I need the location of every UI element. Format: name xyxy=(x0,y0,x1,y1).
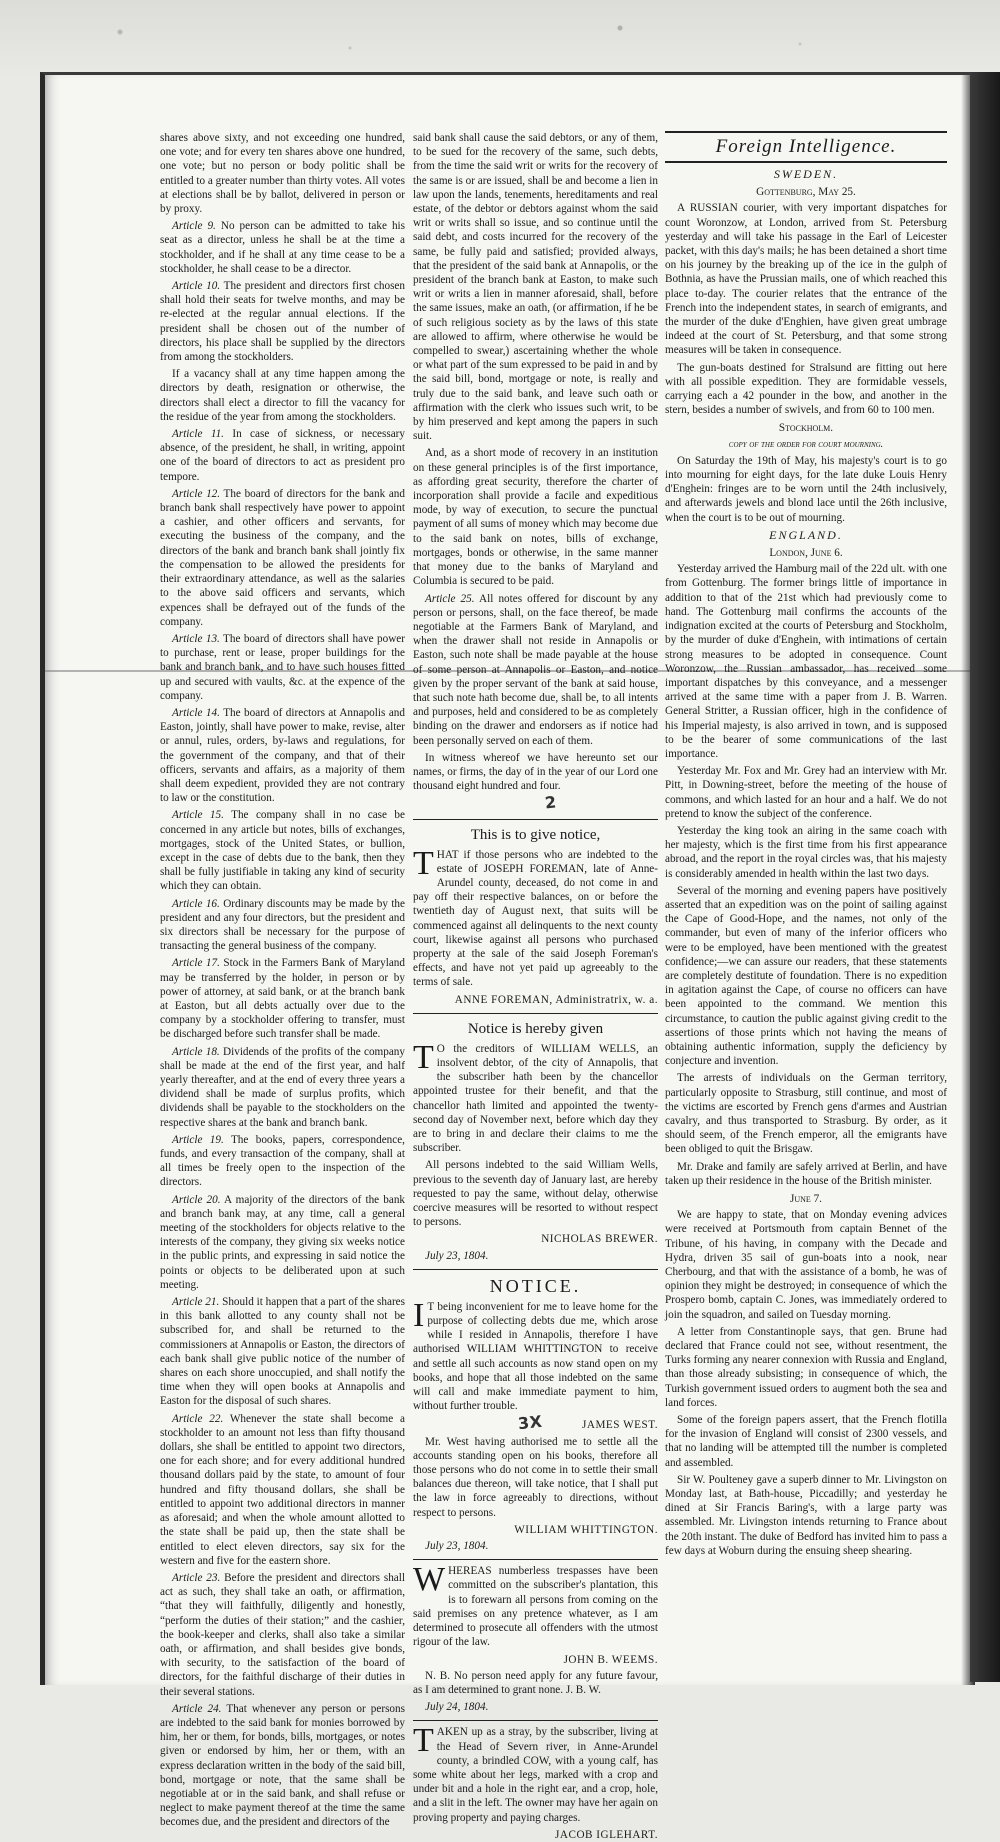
paragraph: The gun-boats destined for Stralsund are fitting out here with all possible expedition. They are formidable vessels, carrying each a 42 pounder in the bow, and another in the stern, besides a number of swivels, and from 60 to 100 men. xyxy=(665,361,947,417)
article-text: The books, papers, correspondence, funds, and every transaction of the company, shall at all times be freely open to the inspection of the directors. xyxy=(160,1133,405,1189)
notice-body: IT being inconvenient for me to leave home for the purpose of collecting debts due me, which arose while I resided in Annapolis, therefore I have authorised WILLIAM WHITTINGTON to receive and settle all such accounts as now stand open on my books, and hope that all those indebted on the same will call and make immediate payment to him, without further trouble. xyxy=(413,1296,658,1413)
column-notices xyxy=(413,131,658,1841)
paragraph: Several of the morning and evening papers have positively asserted that an expedition was on the point of sailing against the Cape of Good-Hope, and the names, not only of the commander, but even of many of the inferior officers who were to be employed, have been mentioned with the greatest confidence;—we can assure our readers, that these statements are completely destitute of foundation. There is no expedition in agitation against the Cape, of course no officers can have been appointed to the command. We mention this circumstance, to caution the public against giving credit to the assertions of those prints which not having the means of obtaining authentic information, supply the deficiency by conjecture and invention. xyxy=(665,884,947,1068)
article-20 xyxy=(160,1193,405,1292)
paragraph: And, as a short mode of recovery in an institution on these general principles is of the first importance, as affording great security, therefore the charter of incorporation shall provide a facile and expeditious mode, by way of execution, to secure the punctual payment of all sums of money which may become due to the said bank on notes, bills of exchange, mortgages, bonds or otherwise, in the same manner that money due to the banks of Maryland and Columbia is secured to be paid. xyxy=(413,447,658,588)
notice-body: All persons indebted to the said William Wells, previous to the seventh day of January last, are hereby requested to pay the same, without delay, otherwise coercive measures will be resorted to without respect to persons. xyxy=(413,1159,658,1229)
article-text: The president and directors first chosen shall hold their seats for twelve months, and may be re-elected at the regular annual elections. If the president shall be chosen out of the number of directors, his place shall be supplied by the directors from among the stockholders. xyxy=(160,280,405,364)
dateline: Stockholm. xyxy=(778,422,834,435)
article-label: Article 15. xyxy=(172,809,224,822)
article-10 xyxy=(160,279,405,364)
paragraph: Some of the foreign papers assert, that the French flotilla for the invasion of England will consist of 2300 vessels, and that no landing will be attempted till the number is completed and assembled. xyxy=(665,1414,947,1469)
notice-body: Mr. West having authorised me to settle all the accounts standing open on his books, therefore all those persons who do not come in to settle their small balances due thereon, will take notice, that I shall put the law in force agreeably to directions, without respect to persons. xyxy=(413,1435,658,1519)
article-22 xyxy=(160,1412,405,1568)
article-text: All notes offered for discount by any person or persons, shall, on the face thereof, be made negotiable at the Farmers Bank of Maryland, and when the drawer shall not reside in Annapolis or Easton, such note shall be made payable at the house of some person at Annapolis or Easton, and notice given by the proper servant of the bank at said house, that such note hath become due, shall be, to all intents and purposes, held and considered to be as completely binding on the drawer and endorsers as if notice had been personally served on each of them. xyxy=(413,592,658,747)
article-text: That whenever any person or persons are indebted to the said bank for monies borrowed by him, her or them, for bonds, bills, mortgages, or notes given or endorsed by him, her or them, with an express declaration written in the body of the said bill, bond, mortgage or note, that the same shall be negotiable at or in the said bank, and shall refuse or neglect to make payment thereof at the time the same becomes due, and the president and directors of the xyxy=(160,1702,405,1829)
notice-weems xyxy=(413,1559,658,1714)
article-text: The board of directors at Annapolis and Easton, jointly, shall have power to make, revise, alter or annul, rules, orders, by-laws and regulations, for the government of the company, and that of their officers, servants and affairs, as a majority of them shall deem expedient, provided they are not contrary to law or the constitution. xyxy=(160,706,405,805)
paragraph: Sir W. Poulteney gave a superb dinner to Mr. Livingston on Monday last, at Bath-house, Piccadilly; and yesterday he dined at Sir Francis Baring's, with a large party was assembled. Mr. Livingston intends returning to France about the 20th instant. The duke of Bedford has invited him to pass a few days at Woburn during the ensuing sheep shearing. xyxy=(665,1473,947,1557)
article-text: Dividends of the profits of the company shall be made at the end of the first year, and half yearly thereafter, and at the end of every three years a dividend shall be made of surplus profits, which dividends shall be payable to the stockholders on the respective shares at the bank and branch bank. xyxy=(160,1045,405,1129)
article-text: Should it happen that a part of the shares in this bank allotted to any county shall not be subscribed for, and shall be returned to the commissioners at Annapolis or Easton, the directors of each bank shall give public notice of the number of shares on each shore unoccupied, and shall notify the time when they will open books at Annapolis and Easton for the disposal of such shares. xyxy=(160,1296,406,1408)
paragraph: Yesterday the king took an airing in the same coach with her majesty, which is the first time from his first appearance abroad, and the report in the royal circles was, that his majesty is considerably amended in health within the last two days. xyxy=(665,824,947,880)
notice-body: TO the creditors of WILLIAM WELLS, an insolvent debtor, of the city of Annapolis, that the subscriber hath been by the chancellor appointed trustee for their benefit, and that the chancellor hath limited and appointed the twenty-second day of November next, before which day they are to bring in and declare their claims to me the subscriber. xyxy=(413,1038,658,1155)
notice-signature: WILLIAM WHITTINGTON. xyxy=(514,1523,658,1536)
article-text: The board of directors shall have power to purchase, rent or lease, proper buildings for the bank and branch bank, and to have such houses fitted up and secured with vaults, &c. at the expence of the company. xyxy=(160,632,405,702)
paragraph: If a vacancy shall at any time happen among the directors by death, resignation or otherwise, the directors shall elect a director to fill the vacancy for the residue of the year from among the stockholders. xyxy=(160,368,405,423)
newspaper-page xyxy=(40,72,975,1841)
dateline: June 7. xyxy=(790,1193,822,1206)
notice-date: July 23, 1804. xyxy=(425,1249,489,1262)
notice-title: NOTICE. xyxy=(489,1275,582,1296)
article-text: Whenever the state shall become a stockholder to an amount not less than fifty thousand dollars, she shall be entitled to appoint two directors, one for each shore; and for every additional hundred thousand dollars paid by the state, to amount of four hundred and fifty thousand dollars, she shall be entitled to appoint two additional directors in manner as aforesaid; and when the whole amount allotted to the state shall be paid up, then the state shall be entitled to elect eleven directors, say six for the western and five for the eastern shore. xyxy=(160,1412,405,1567)
article-17 xyxy=(160,956,405,1041)
notice-body: TAKEN up as a stray, by the subscriber, living at the Head of Severn river, in Anne-Arundel county, a brindled COW, with a young calf, has some white about her legs, marked with a crop and under bit and a hole in the right ear, and a crop, hole, and a slit in the left. The owner may have her again on proving property and paying charges. xyxy=(413,1722,658,1824)
article-label: Article 12. xyxy=(172,487,221,500)
article-text: Before the president and directors shall act as such, they shall take an oath, or affirmation, “that they will faithfully, diligently and honestly, “perform the duties of their station;” and the cashier, the book-keeper and clerks, shall also take a similar oath, or affirmation, and shall besides give bonds, with security, to the satisfaction of the board of directors, for the faithful discharge of their duties in their several stations. xyxy=(160,1571,405,1698)
article-text: Stock in the Farmers Bank of Maryland may be transferred by the holder, in person or by power of attorney, at said bank, or at the branch bank at Easton, but all debts actually over due to the company by a stockholder offering to transfer, must be discharged before such transfer shall be made. xyxy=(160,957,405,1041)
article-label: Article 10. xyxy=(172,280,221,293)
article-text: A majority of the directors of the bank and branch bank may, at any time, call a general meeting of the stockholders for objects relative to the interests of the company, they giving six weeks notice in the public prints, and expressing in said notice the points or objects to be deliberated upon at such meeting. xyxy=(160,1193,406,1291)
article-19 xyxy=(160,1133,405,1190)
country-heading: ENGLAND. xyxy=(769,527,843,542)
article-label: Article 22. xyxy=(172,1412,224,1425)
article-13 xyxy=(160,632,405,703)
article-text: The board of directors for the bank and branch bank shall respectively have power to appoint a cashier, and other officers and servants, for executing the business of the company, and the directors of the bank and branch bank shall jointly fix the compensation to be allowed the presidents for their extraordinary attendance, as well as the salaries to the above said officers and servants, which expences shall be defrayed out of the funds of the company. xyxy=(160,487,405,628)
article-label: Article 20. xyxy=(172,1193,221,1206)
notice-nb: N. B. No person need apply for any future favour, as I am determined to grant none. J. B. W. xyxy=(413,1669,658,1696)
article-16 xyxy=(160,897,405,954)
article-label: Article 18. xyxy=(172,1045,220,1058)
dateline: Gottenburg, May 25. xyxy=(756,186,856,199)
paragraph: Yesterday arrived the Hamburg mail of the 22d ult. with one from Gottenburg. The former brings little of importance in addition to that of the 21st which had previously come to hand. The Gottenburg mail confirms the accounts of the indignation excited at the courts of Petersburg and Stockholm, by the murder of duke d'Enghein, with intimations of certain strong measures to be adopted in consequence. Count Woronzow, the Russian ambassador, has received some important dispatches by this conveyance, and a messenger arrived at the same time with a paper from J. B. Warren. General Stritter, a Russian officer, high in the confidence of his Imperial majesty, is also arrived in town, and is supposed to be the bearer of some communications of the last importance. xyxy=(665,563,947,760)
article-25 xyxy=(413,592,658,748)
article-label: Article 25. xyxy=(425,592,475,605)
notice-west xyxy=(413,1269,658,1553)
article-label: Article 9. xyxy=(172,220,216,233)
notice-wells xyxy=(413,1013,658,1263)
article-label: Article 11. xyxy=(172,428,224,441)
scan-right-edge xyxy=(970,72,1000,1682)
article-24 xyxy=(160,1702,405,1830)
article-label: Article 24. xyxy=(172,1702,222,1715)
country-heading: SWEDEN. xyxy=(773,167,839,181)
paragraph: said bank shall cause the said debtors, or any of them, to be sued for the recovery of the same, such debts, from the time the said writ or writs for the recovery of the same is or are issued, shall be and become a lien in law upon the lands, tenements, hereditaments and real estate, of the debtor or debtors against whom the said writ or writs shall so issue, and so continue until the said debt, and costs incurred for the recovery of the same, be fully paid and satisfied; provided always, that the president of the said bank at Annapolis, or the president of the branch bank at Easton, to make such writ or writs a lien in manner aforesaid, shall, before the same issues, make an oath, (or affirmation, if he be of such religious society as by the laws of this state are allowed to affirm, where otherwise he would be compelled to swear,) ascertaining whether the whole or what part of the sum expressed to be paid in and by the said bill, bond, mortgage or note, is really and truly due to the said bank, and leave such oath or affirmation with the clerk who issues such writ, to be by him preserved and kept among the papers in such suit. xyxy=(413,132,658,443)
notice-date: July 24, 1804. xyxy=(425,1701,489,1714)
paragraph: The arrests of individuals on the German territory, particularly opposite to Strasburg, still continue, and most of the victims are escorted by French gens d'armes and Austrian cavalry, and thus transported to Strasburg. By order, as it should seem, of the French emperor, all the emigrants have been obliged to quit the Brisgaw. xyxy=(665,1072,947,1156)
notice-signature: 3X JAMES WEST. xyxy=(516,1412,658,1434)
article-label: Article 13. xyxy=(172,632,220,645)
notice-signature: ANNE FOREMAN, Administratrix, w. a. xyxy=(454,993,658,1006)
article-9 xyxy=(160,219,405,276)
notice-body: WHEREAS numberless trespasses have been committed on the subscriber's plantation, this is to forewarn all persons from coming on the said premises on any pretence whatever, as I am determined to prosecute all offenders with the utmost rigour of the law. xyxy=(413,1561,658,1649)
article-label: Article 16. xyxy=(172,897,220,910)
dateline: London, June 6. xyxy=(769,547,843,560)
paragraph: A RUSSIAN courier, with very important dispatches for count Woronzow, at London, arrived from St. Petersburg yesterday and will take his passage in the Earl of Leicester packet, with this day's mails; he has been detained a short time on his journey by the breaking up of the ice in the gulph of Bothnia, as have the Prussian mails, one of which reached this place to-day. The courier relates that the entrance of the French into the independent states, in search of emigrants, and the murder of the duke d'Enghien, have given great umbrage indeed at the court of St. Petersburg, and that some strong measures will be taken in consequence. xyxy=(665,202,947,357)
article-label: Article 23. xyxy=(172,1571,221,1584)
notice-title: Notice is hereby given xyxy=(467,1020,604,1037)
notice-signature: NICHOLAS BREWER. xyxy=(541,1233,658,1246)
article-text: In case of sickness, or necessary absence, of the president, he shall, in writing, appoint one of the board of directors to act as president pro tempore. xyxy=(160,428,405,483)
notice-date: July 23, 1804. xyxy=(425,1540,489,1553)
article-18 xyxy=(160,1045,405,1130)
paragraph: On Saturday the 19th of May, his majesty's court is to go into mourning for eight days, for the late duke Louis Henry d'Enghein: fringes are to be worn until the 24th inclusively, and afterwards jewels and blond lace until the 26th inclusive, when the court is to be out of mourning. xyxy=(665,454,947,524)
article-23 xyxy=(160,1571,405,1699)
article-21 xyxy=(160,1295,405,1409)
article-text: Ordinary discounts may be made by the president and any four directors, but the president and six directors shall be necessary for the purpose of transacting the general business of the company. xyxy=(160,897,405,953)
subheading: copy of the order for court mourning. xyxy=(728,438,884,450)
column-foreign-intelligence xyxy=(665,131,947,1671)
article-label: Article 19. xyxy=(172,1133,224,1146)
paragraph: shares above sixty, and not exceeding one hundred, one vote; and for every ten shares above one hundred, one vote; but no person or body politic shall be entitled to a greater number than thirty votes. All votes at elections shall be by ballot, delivered in person or by proxy. xyxy=(160,132,405,216)
notice-signature: JACOB IGLEHART. xyxy=(555,1828,658,1841)
article-label: Article 14. xyxy=(172,706,220,719)
section-masthead: Foreign Intelligence. xyxy=(665,131,947,163)
notice-foreman xyxy=(413,819,658,1007)
article-text: The company shall in no case be concerned in any article but notes, bills of exchanges, mortgages, stock of the United States, or bullion, except in the case of debts due to the bank, then they shall be fully justifiable in taking any kind of security which they can obtain. xyxy=(160,809,405,893)
article-label: Article 21. xyxy=(172,1296,220,1309)
notice-title: This is to give notice, xyxy=(470,826,601,843)
article-label: Article 17. xyxy=(172,957,220,970)
notice-iglehart xyxy=(413,1720,658,1842)
article-15 xyxy=(160,808,405,893)
article-11 xyxy=(160,427,405,484)
witness-clause: In witness whereof we have hereunto set our names, or firms, the day of in the year of our Lord one thousand eight hundred and four. xyxy=(413,751,658,793)
paragraph: We are happy to state, that on Monday evening advices were received at Portsmouth from captain Bennet of the Tribune, of his having, in company with the Decade and Hydra, driven 35 sail of gun-boats into a nook, near Cherbourg, and that with the assistance of a bomb, he was of opinion they might be destroyed; in consequence of which the Prospero bomb, captain C. Jones, was immediately ordered to join the squadron, and sailed on Tuesday morning. xyxy=(665,1209,947,1321)
paragraph: A letter from Constantinople says, that gen. Brune had declared that France could not see, without resentment, the Turks forming any nearer connexion with Russia and England, than those already subsisting; in consequence of which, the Turkish government issued orders to augment both the sea and land forces. xyxy=(665,1325,947,1409)
article-14 xyxy=(160,706,405,805)
handwritten-mark-2: 2 xyxy=(543,792,557,813)
column-bank-charter xyxy=(160,131,406,1829)
paragraph: Mr. Drake and family are safely arrived at Berlin, and have taken up their residence in the house of the British minister. xyxy=(665,1160,947,1187)
article-12 xyxy=(160,487,405,629)
notice-signature: JOHN B. WEEMS. xyxy=(563,1653,658,1666)
paragraph: Yesterday Mr. Fox and Mr. Grey had an interview with Mr. Pitt, in Downing-street, before the meeting of the house of commons, and which lasted for an hour and a half. We do not pretend to know the subject of the conference. xyxy=(665,765,947,820)
scan-top-margin xyxy=(0,0,1000,80)
notice-body: THAT if those persons who are indebted to the estate of JOSEPH FOREMAN, late of Anne-Arundel county, deceased, do not come in and pay off their respective balances, on or before the twentieth day of August next, that suits will be commenced against all delinquents to the next county court, likewise against all persons who purchased property at the sale of the said Joseph Foreman's effects, and have not yet paid up agreeably to the terms of sale. xyxy=(413,844,658,989)
article-text: No person can be admitted to take his seat as a director, unless he shall be at the time a stockholder, and if he shall at any time cease to be a stockholder, he shall cease to be a director. xyxy=(160,220,406,275)
